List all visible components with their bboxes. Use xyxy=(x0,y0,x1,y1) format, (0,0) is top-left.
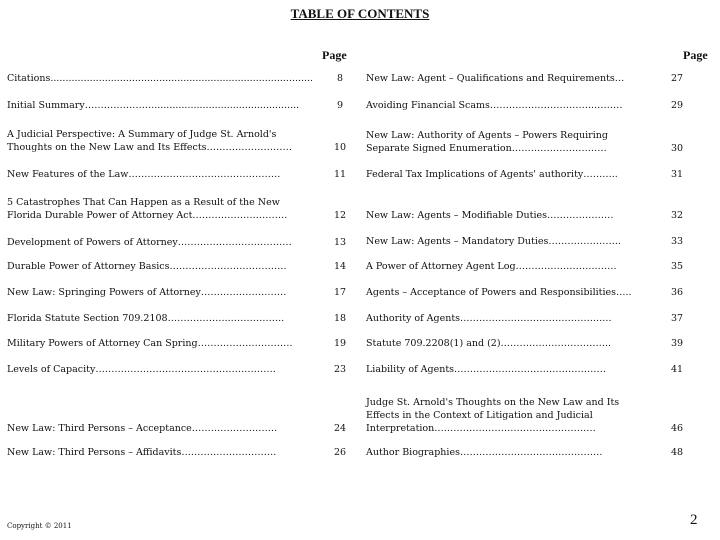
toc-entry-page: 37 xyxy=(670,313,684,324)
toc-entry xyxy=(7,337,355,350)
toc-entry-title: Citations....................................................................................... xyxy=(7,73,314,84)
toc-entry-page: 8 xyxy=(336,73,344,84)
toc-entry-title: New Law: Agents – Modifiable Duties………………… xyxy=(366,210,614,221)
toc-entry xyxy=(366,286,692,299)
toc-entry xyxy=(366,337,692,350)
toc-entry-title: New Features of the Law………………………………………… xyxy=(7,169,281,180)
toc-entry-title: New Law: Agents – Mandatory Duties………………….. xyxy=(366,236,621,247)
toc-entry-page: 9 xyxy=(336,100,344,111)
toc-entry xyxy=(7,422,355,435)
page-number: 2 xyxy=(690,512,698,528)
toc-entry xyxy=(7,196,355,222)
toc-entry-title: Military Powers of Attorney Can Spring………………………… xyxy=(7,338,293,349)
toc-entry-title: Florida Statute Section 709.2108………………..…………….. xyxy=(7,313,285,324)
toc-entry-title: Agents – Acceptance of Powers and Responsibilities….. xyxy=(366,287,632,298)
toc-entry-page: 36 xyxy=(670,287,684,298)
right-page-header: Page xyxy=(683,48,708,62)
toc-entry-title: Liability of Agents………………………………………… xyxy=(366,364,607,375)
toc-entry-page: 41 xyxy=(670,364,684,375)
toc-entry xyxy=(366,312,692,325)
toc-entry-page: 48 xyxy=(670,447,684,458)
toc-entry-title: New Law: Agent – Qualifications and Requirements… xyxy=(366,73,625,84)
toc-entry-title: New Law: Third Persons – Affidavits………………………… xyxy=(7,447,277,458)
toc-entry-title: Levels of Capacity………………………………………………… xyxy=(7,364,276,375)
toc-entry xyxy=(366,129,692,155)
toc-entry-page: 11 xyxy=(333,169,347,180)
toc-entry-page: 23 xyxy=(333,364,347,375)
toc-entry-page: 14 xyxy=(333,261,347,272)
copyright: Copyright © 2011 xyxy=(7,522,72,530)
toc-entry xyxy=(366,168,692,181)
toc-entry-page: 13 xyxy=(333,237,347,248)
toc-entry xyxy=(366,72,692,85)
toc-entry-page: 46 xyxy=(670,423,684,434)
page-title: TABLE OF CONTENTS xyxy=(290,6,430,21)
toc-entry-title: Judge St. Arnold's Thoughts on the New Law and Its Effects in the Context of Litigation and Judicial Interpretation…………………………………………… xyxy=(366,397,620,434)
toc-entry xyxy=(7,312,355,325)
toc-entry-page: 39 xyxy=(670,338,684,349)
toc-entry-title: Development of Powers of Attorney……………………………… xyxy=(7,237,292,248)
toc-entry xyxy=(7,99,355,112)
toc-entry xyxy=(7,72,355,85)
toc-entry-page: 27 xyxy=(670,73,684,84)
toc-entry-page: 12 xyxy=(333,210,347,221)
toc-entry-title: Initial Summary…………………................................................. xyxy=(7,100,300,111)
left-page-header: Page xyxy=(322,48,347,62)
toc-entry xyxy=(7,168,355,181)
toc-entry xyxy=(366,363,692,376)
toc-entry xyxy=(7,260,355,273)
toc-entry-title: Federal Tax Implications of Agents' authority……….. xyxy=(366,169,618,180)
toc-entry-page: 19 xyxy=(333,338,347,349)
toc-entry xyxy=(366,209,692,222)
toc-entry-title: Avoiding Financial Scams…………….……………..……… xyxy=(366,100,623,111)
toc-entry xyxy=(7,363,355,376)
toc-entry xyxy=(366,99,692,112)
toc-entry-title: New Law: Authority of Agents – Powers Requiring Separate Signed Enumeration………………………… xyxy=(366,130,608,154)
toc-entry-page: 26 xyxy=(333,447,347,458)
toc-entry-page: 33 xyxy=(670,236,684,247)
toc-entry xyxy=(7,128,355,154)
toc-entry xyxy=(366,260,692,273)
toc-entry-title: New Law: Springing Powers of Attorney……………………… xyxy=(7,287,287,298)
toc-entry-title: A Judicial Perspective: A Summary of Judge St. Arnold's Thoughts on the New Law and Its Effects……………………… xyxy=(7,129,293,153)
toc-entry-title: Statute 709.2208(1) and (2)…………………………….. xyxy=(366,338,612,349)
toc-entry-page: 18 xyxy=(333,313,347,324)
toc-entry-title: New Law: Third Persons – Acceptance……………………… xyxy=(7,423,278,434)
toc-entry-page: 30 xyxy=(670,143,684,154)
toc-entry-page: 10 xyxy=(333,142,347,153)
toc-entry-page: 31 xyxy=(670,169,684,180)
toc-entry-title: 5 Catastrophes That Can Happen as a Result of the New Florida Durable Power of Attorney Act………………………… xyxy=(7,197,288,221)
toc-entry-page: 32 xyxy=(670,210,684,221)
toc-entry xyxy=(7,446,355,459)
toc-entry xyxy=(366,396,692,435)
toc-entry xyxy=(7,286,355,299)
toc-entry-title: A Power of Attorney Agent Log……………………..…… xyxy=(366,261,617,272)
toc-entry xyxy=(7,236,355,249)
toc-entry xyxy=(366,235,692,248)
toc-entry-page: 17 xyxy=(333,287,347,298)
toc-entry-title: Author Biographies……………………………………… xyxy=(366,447,603,458)
toc-entry-title: Durable Power of Attorney Basics………………………………. xyxy=(7,261,287,272)
toc-entry-title: Authority of Agents……………………………………...… xyxy=(366,313,612,324)
toc-entry-page: 24 xyxy=(333,423,347,434)
toc-entry-page: 35 xyxy=(670,261,684,272)
toc-entry-page: 29 xyxy=(670,100,684,111)
toc-entry xyxy=(366,446,692,459)
